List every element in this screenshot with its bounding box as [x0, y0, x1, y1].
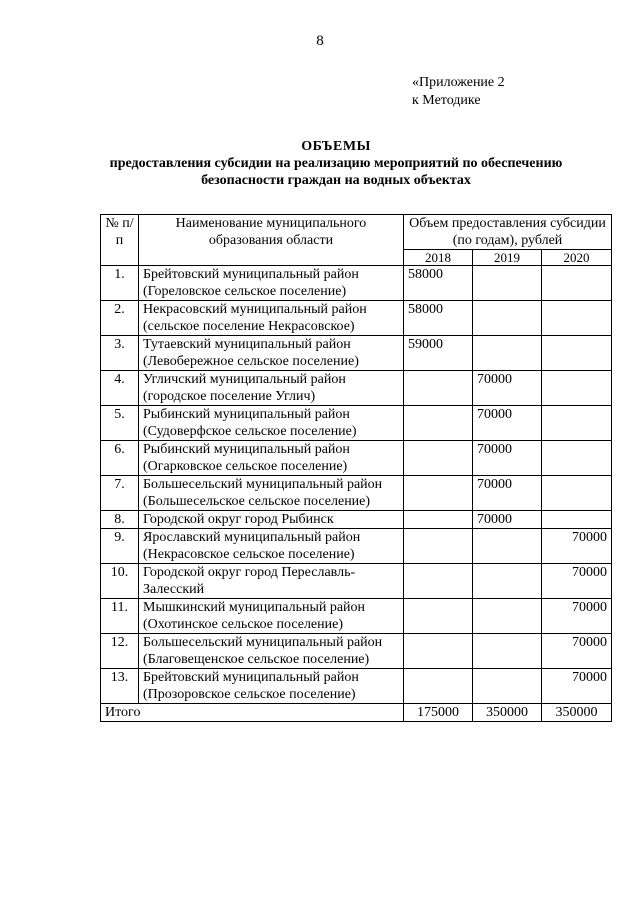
row-2020 [542, 406, 612, 441]
row-name: Ярославский муниципальный район (Некрасовское сельское поселение) [139, 529, 404, 564]
row-2019 [473, 564, 542, 599]
row-name: Тутаевский муниципальный район (Левобережное сельское поселение) [139, 336, 404, 371]
table-row [101, 371, 612, 406]
row-2020 [542, 266, 612, 301]
row-2020 [542, 441, 612, 476]
total-2018: 175000 [404, 704, 473, 722]
appendix-line-2: к Методике [412, 93, 481, 108]
row-name: Большесельский муниципальный район (Большесельское сельское поселение) [139, 476, 404, 511]
row-2019 [473, 336, 542, 371]
row-name: Городской округ город Рыбинск [139, 511, 404, 529]
row-num: 8. [101, 511, 139, 529]
row-2018: 59000 [404, 336, 473, 371]
table-row [101, 301, 612, 336]
row-2018 [404, 511, 473, 529]
row-2019: 70000 [473, 371, 542, 406]
table-row [101, 336, 612, 371]
row-2019 [473, 634, 542, 669]
row-name: Мышкинский муниципальный район (Охотинское сельское поселение) [139, 599, 404, 634]
row-2020: 70000 [542, 599, 612, 634]
row-2020 [542, 336, 612, 371]
row-2020 [542, 301, 612, 336]
row-2020: 70000 [542, 634, 612, 669]
row-num: 11. [101, 599, 139, 634]
appendix-note [412, 74, 505, 110]
row-2019: 70000 [473, 476, 542, 511]
row-2020: 70000 [542, 564, 612, 599]
row-2018 [404, 599, 473, 634]
row-num: 12. [101, 634, 139, 669]
row-name: Брейтовский муниципальный район (Гореловское сельское поселение) [139, 266, 404, 301]
row-num: 13. [101, 669, 139, 704]
row-num: 3. [101, 336, 139, 371]
row-2020 [542, 476, 612, 511]
appendix-line-1: «Приложение 2 [412, 75, 505, 90]
title-line-1: предоставления субсидии на реализацию мероприятий по обеспечению [109, 156, 563, 171]
document-title [80, 138, 592, 189]
row-2018 [404, 564, 473, 599]
row-2020: 70000 [542, 669, 612, 704]
table-row [101, 266, 612, 301]
total-2019: 350000 [473, 704, 542, 722]
title-main: ОБЪЕМЫ [301, 139, 371, 154]
row-2020 [542, 511, 612, 529]
table-row [101, 564, 612, 599]
total-label: Итого [101, 704, 404, 722]
row-2018: 58000 [404, 266, 473, 301]
row-name: Рыбинский муниципальный район (Огарковское сельское поселение) [139, 441, 404, 476]
title-line-2: безопасности граждан на водных объектах [201, 173, 471, 188]
row-2019: 70000 [473, 511, 542, 529]
table-row [101, 476, 612, 511]
table-row [101, 634, 612, 669]
header-year-2018: 2018 [404, 250, 473, 266]
row-num: 4. [101, 371, 139, 406]
row-2020 [542, 371, 612, 406]
row-2018 [404, 476, 473, 511]
total-row [101, 704, 612, 722]
header-year-2019: 2019 [473, 250, 542, 266]
row-name: Некрасовский муниципальный район (сельское поселение Некрасовское) [139, 301, 404, 336]
row-num: 1. [101, 266, 139, 301]
table-row [101, 599, 612, 634]
row-2019 [473, 599, 542, 634]
row-2018 [404, 669, 473, 704]
row-2019: 70000 [473, 441, 542, 476]
table-row [101, 529, 612, 564]
row-2018 [404, 634, 473, 669]
row-2019 [473, 301, 542, 336]
row-num: 7. [101, 476, 139, 511]
row-2018 [404, 529, 473, 564]
table-row [101, 669, 612, 704]
row-2018 [404, 406, 473, 441]
total-2020: 350000 [542, 704, 612, 722]
row-name: Большесельский муниципальный район (Благовещенское сельское поселение) [139, 634, 404, 669]
row-name: Городской округ город Переславль-Залесский [139, 564, 404, 599]
row-name: Брейтовский муниципальный район (Прозоровское сельское поселение) [139, 669, 404, 704]
header-year-2020: 2020 [542, 250, 612, 266]
header-num: № п/п [101, 215, 139, 266]
row-2019 [473, 669, 542, 704]
row-name: Рыбинский муниципальный район (Судоверфское сельское поселение) [139, 406, 404, 441]
row-num: 5. [101, 406, 139, 441]
page-number: 8 [316, 33, 324, 49]
row-num: 6. [101, 441, 139, 476]
header-name: Наименование муниципального образования области [139, 215, 404, 266]
row-2018 [404, 441, 473, 476]
table-row [101, 511, 612, 529]
table-row [101, 441, 612, 476]
row-2020: 70000 [542, 529, 612, 564]
row-num: 10. [101, 564, 139, 599]
row-name: Угличский муниципальный район (городское поселение Углич) [139, 371, 404, 406]
row-2018: 58000 [404, 301, 473, 336]
row-2019: 70000 [473, 406, 542, 441]
header-volume: Объем предоставления субсидии (по годам), рублей [404, 215, 612, 250]
row-num: 9. [101, 529, 139, 564]
row-2018 [404, 371, 473, 406]
table-row [101, 406, 612, 441]
row-2019 [473, 266, 542, 301]
row-num: 2. [101, 301, 139, 336]
row-2019 [473, 529, 542, 564]
subsidy-table [100, 214, 612, 722]
